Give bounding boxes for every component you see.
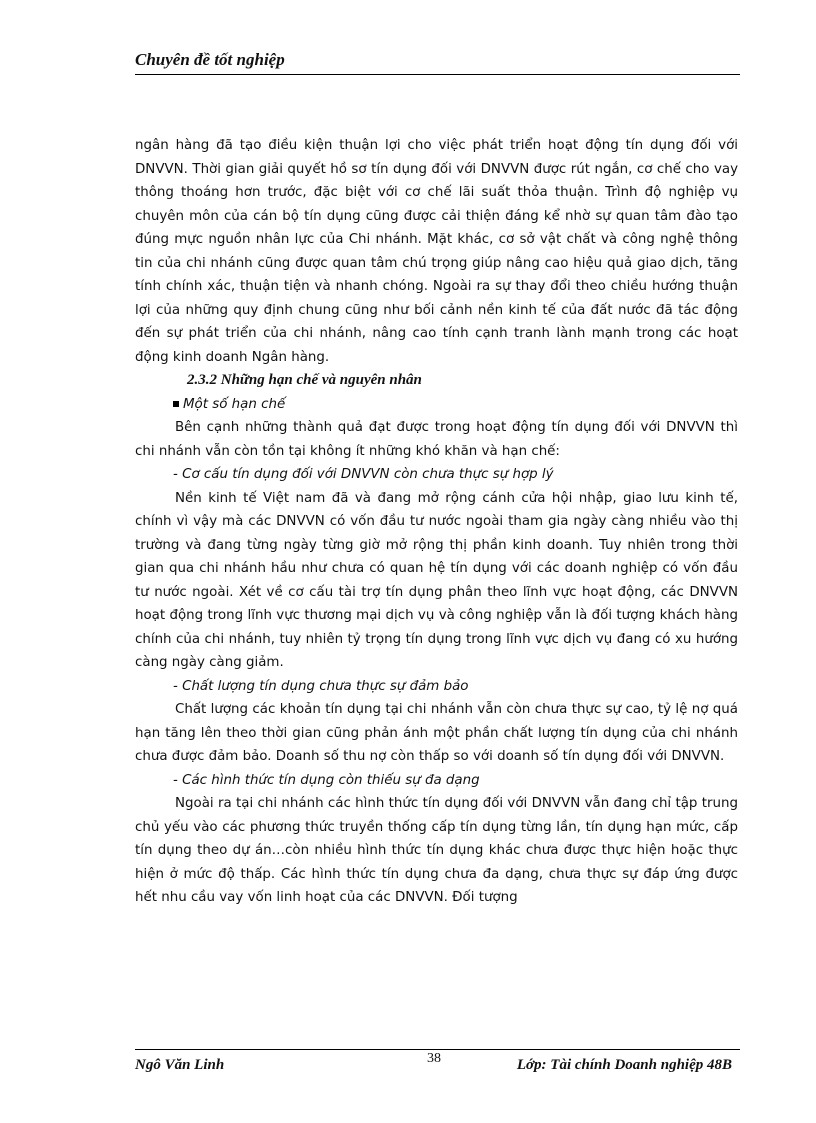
paragraph-credit-structure: Nền kinh tế Việt nam đã và đang mở rộng cánh cửa hội nhập, giao lưu kinh tế, chính vì vậy mà các DNVVN có vốn đầu tư nước ngoài tham gia ngày càng nhiều vào thị trường và đang từng ngày từng giờ mở rộng thị phần kinh doanh. Tuy nhiên trong thời gian qua chi nhánh hầu như chưa có quan hệ tín dụng với các doanh nghiệp có vốn đầu tư nước ngoài. Xét về cơ cấu tài trợ tín dụng phân theo lĩnh vực hoạt động, các DNVVN hoạt động trong lĩnh vực thương mại dịch vụ và công nghiệp vẫn là đối tượng khách hàng chính của chi nhánh, tuy nhiên tỷ trọng tín dụng trong lĩnh vực dịch vụ đang có xu hướng càng ngày càng giảm. [135,490,738,670]
bullet-heading-text: Một số hạn chế [183,396,286,412]
subheading-credit-quality: - Chất lượng tín dụng chưa thực sự đảm bảo [173,678,469,694]
paragraph-limitations: Bên cạnh những thành quả đạt được trong hoạt động tín dụng đối với DNVVN thì chi nhánh vẫn còn tồn tại không ít những khó khăn và hạn chế: [135,420,738,459]
footer-author: Ngô Văn Linh [135,1057,225,1073]
footer-divider [135,1049,740,1050]
subheading-credit-forms: - Các hình thức tín dụng còn thiếu sự đa dạng [173,772,480,788]
bullet-heading [135,393,738,417]
footer-class-label: Lớp: Tài chính Doanh nghiệp 48B [516,1057,732,1073]
paragraph-credit-forms: Ngoài ra tại chi nhánh các hình thức tín dụng đối với DNVVN vẫn đang chỉ tập trung chủ yếu vào các phương thức truyền thống cấp tín dụng từng lần, tín dụng hạn mức, cấp tín dụng theo dự án…còn nhiều hình thức tín dụng khác chưa được thực hiện hoặc thực hiện ở mức độ thấp. Các hình thức tín dụng chưa đa dạng, chưa thực sự đáp ứng được hết nhu cầu vay vốn linh hoạt của các DNVVN. Đối tượng [135,796,738,905]
paragraph-credit-quality: Chất lượng các khoản tín dụng tại chi nhánh vẫn còn chưa thực sự cao, tỷ lệ nợ quá hạn tăng lên theo thời gian cũng phản ánh một phần chất lượng tín dụng của chi nhánh chưa được đảm bảo. Doanh số thu nợ còn thấp so với doanh số tín dụng đối với DNVVN. [135,702,738,764]
header-title: Chuyên đề tốt nghiệp [135,50,285,69]
page-number: 38 [427,1051,441,1066]
page-footer [135,1049,740,1079]
document-body [135,134,738,910]
page-header [135,50,740,75]
paragraph-intro: ngân hàng đã tạo điều kiện thuận lợi cho việc phát triển hoạt động tín dụng đối với DNVVN. Thời gian giải quyết hồ sơ tín dụng đối với DNVVN được rút ngắn, cơ chế cho vay thông thoáng hơn trước, đặc biệt với cơ chế lãi suất thỏa thuận. Trình độ nghiệp vụ chuyên môn của cán bộ tín dụng cũng được cải thiện đáng kể nhờ sự quan tâm đào tạo đúng mực nguồn nhân lực của Chi nhánh. Mặt khác, cơ sở vật chất và công nghệ thông tin của chi nhánh cũng được quan tâm chú trọng giúp nâng cao hiệu quả giao dịch, tăng tính chính xác, thuận tiện và nhanh chóng. Ngoài ra sự thay đổi theo chiều hướng thuận lợi của những quy định chung cũng như bối cảnh nền kinh tế của đất nước đã tác động đến sự phát triển của chi nhánh, nâng cao tính cạnh tranh lành mạnh trong các hoạt động kinh doanh Ngân hàng. [135,138,738,365]
square-bullet-icon [173,401,179,407]
section-heading: 2.3.2 Những hạn chế và nguyên nhân [187,372,422,388]
subheading-credit-structure: - Cơ cấu tín dụng đối với DNVVN còn chưa thực sự hợp lý [173,467,554,482]
